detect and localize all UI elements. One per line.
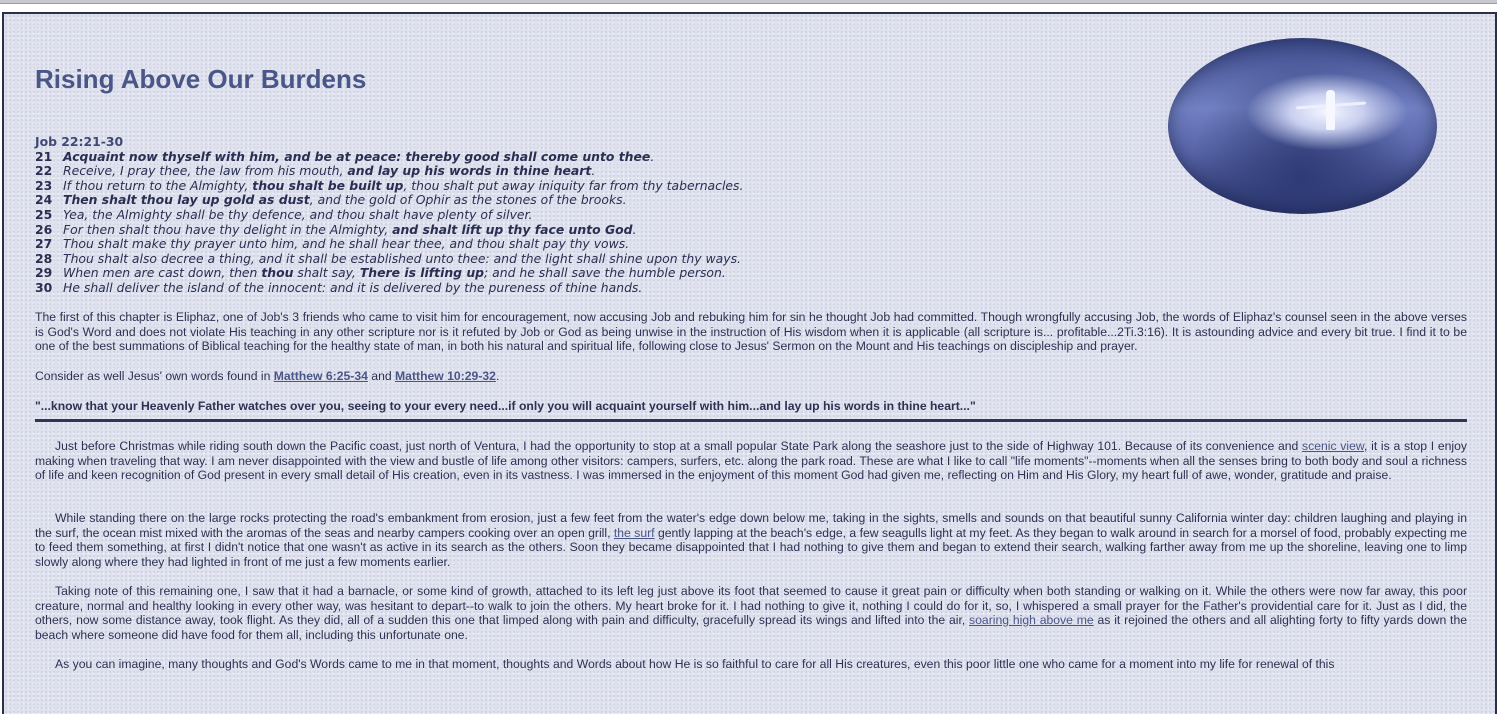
verse-line — [35, 193, 1135, 208]
verse-list — [35, 150, 1135, 296]
verse-line — [35, 179, 1135, 194]
verse-text: . — [591, 163, 596, 179]
verse-number: 28 — [35, 250, 53, 266]
story-paragraph-3 — [35, 584, 1467, 642]
p3-text-a: Taking note of this remaining one, I saw that it had a barnacle, or some kind of growth, attached to its left leg just above its foot that seemed to cause it great pain or difficulty when both standing or walking on it. While the others were now far away, this poor creature, normal and healthy looking in every other way, was hesitant to depart--to walk to join the others. My heart broke for it. I had nothing to give it, nothing I could do for it, so, I whispered a small prayer for the Father's providential care for it. Just as I did, the others, now some distance away, took flight. As they did, all of a sudden this one that limped along with pain and difficulty, gracefully spread its wings and lifted into the air, — [35, 584, 1467, 627]
intro-paragraph: The first of this chapter is Eliphaz, one of Job's 3 friends who came to visit him for encouragement, now accusing Job and rebuking him for sin he thought Job had committed. Though wrongfully accusing Job, the words of Eliphaz's counsel seen in the above verses is God's Word and does not violate His teaching in any other scripture nor is it refuted by Job or God as being unwise in the instruction of His wisdom when it is applicable (all scripture is... profitable...2Ti.3:16). It is astounding advice and every bit true. I find it to be one of the best summations of Biblical teaching for the healthy state of man, in both his natural and spiritual life, following close to Jesus' Sermon on the Mount and His teachings on discipleship and prayer. — [35, 310, 1467, 353]
verse-text: Then shalt thou lay up gold as dust — [63, 192, 310, 208]
verse-text: Receive, I pray thee, the law from his mouth, — [63, 163, 348, 179]
verse-number: 24 — [35, 192, 53, 208]
p2-text-b: gently lapping at the beach's edge, a few seagulls light at my feet. As they began to walk around in search for a morsel of food, probably expecting me to feed them something, at first I didn't notice that one wasn't as active in its search as the others. Soon they became disappointed that I had nothing to give them and began to extend their search, walking farther away from me up the shoreline, leaving one to limp slowly along where they had lighted in front of me just a few moments earlier. — [35, 525, 1467, 569]
praise-figure-image — [1168, 38, 1437, 214]
verse-text: When men are cast down, then — [63, 265, 262, 281]
verse-text: For then shalt thou have thy delight in the Almighty, — [63, 221, 393, 237]
verse-number: 22 — [35, 163, 53, 179]
verse-number: 27 — [35, 236, 53, 252]
verse-text: and lay up his words in thine heart — [347, 163, 592, 179]
figure-body — [1326, 90, 1335, 130]
p1-text-a: Just before Christmas while riding south down the Pacific coast, just north of Ventura, I had the opportunity to stop at a small popular State Park along the seashore just to the side of Highway 101. Because of its convenience and — [55, 439, 1303, 453]
verse-text: . — [650, 148, 655, 164]
verse-line — [35, 252, 1135, 267]
verse-text: . — [632, 221, 637, 237]
verse-text: thou shalt be built up — [252, 177, 404, 193]
verse-text: ; and he shall save the humble person. — [484, 265, 726, 281]
consider-middle: and — [367, 369, 396, 383]
verse-text: and shalt lift up thy face unto God — [392, 221, 633, 237]
verse-line — [35, 208, 1135, 223]
verse-line — [35, 266, 1135, 281]
matthew-6-link[interactable]: Matthew 6:25-34 — [273, 369, 368, 383]
verse-text: He shall deliver the island of the innocent: and it is delivered by the pureness of thine hands. — [63, 279, 643, 295]
top-edge — [0, 0, 1497, 4]
verse-number: 29 — [35, 265, 53, 281]
verse-number: 23 — [35, 177, 53, 193]
verse-text: Thou shalt also decree a thing, and it shall be established unto thee: and the light shall shine upon thy ways. — [63, 250, 741, 266]
verse-text: There is lifting up — [359, 265, 485, 281]
the-surf-link[interactable]: the surf — [613, 525, 655, 540]
verse-text: Yea, the Almighty shall be thy defence, and thou shalt have plenty of silver. — [63, 206, 533, 222]
consider-paragraph — [35, 369, 1467, 384]
verse-number: 30 — [35, 279, 53, 295]
story-paragraph-4: As you can imagine, many thoughts and God's Words came to me in that moment, thoughts and Words about how He is so faithful to care for all His creatures, even this poor little one who came for a moment into my life for renewal of this — [55, 657, 1335, 671]
story-paragraph-2 — [35, 511, 1467, 569]
story-paragraph-1 — [35, 439, 1467, 483]
consider-prefix: Consider as well Jesus' own words found in — [35, 369, 274, 383]
page-title: Rising Above Our Burdens — [35, 64, 367, 94]
scripture-reference: Job 22:21-30 — [35, 134, 124, 149]
divider-rule — [35, 419, 1467, 422]
verse-number: 26 — [35, 221, 53, 237]
p3-text-b: as it rejoined the others and all alighting forty to fifty yards down the beach where someone did have food for them all, including this unfortunate one. — [35, 613, 1467, 642]
p2-text-a: While standing there on the large rocks protecting the road's embankment from erosion, just a few feet from the water's edge down below me, taking in the sights, smells and sounds on that beautiful sunny California winter day: children laughing and playing in the surf, the ocean mist mixed with the aromas of the seas and nearby campers cooking over an open grill, — [35, 511, 1467, 540]
verse-text: If thou return to the Almighty, — [63, 177, 253, 193]
verse-text: Thou shalt make thy prayer unto him, and he shall hear thee, and thou shalt pay thy vows. — [63, 236, 630, 252]
verse-text: , and the gold of Ophir as the stones of the brooks. — [309, 192, 627, 208]
verse-text: shalt say, — [293, 265, 360, 281]
verse-text: thou — [261, 265, 294, 281]
verse-text: Acquaint now thyself with him, and be at peace: thereby good shall come unto thee — [63, 148, 651, 164]
quote-paragraph: "...know that your Heavenly Father watches over you, seeing to your every need...if only you will acquaint yourself with him...and lay up his words in thine heart..." — [35, 399, 976, 413]
verse-number: 21 — [35, 148, 53, 164]
verse-line — [35, 281, 1135, 296]
matthew-10-link[interactable]: Matthew 10:29-32 — [395, 369, 496, 383]
verse-text: , thou shalt put away iniquity far from thy tabernacles. — [403, 177, 744, 193]
verse-line — [35, 237, 1135, 252]
verse-number: 25 — [35, 206, 53, 222]
scripture-block — [35, 135, 1135, 296]
p1-text-b: , it is a stop I enjoy making when traveling that way. I am never disappointed with the view and bustle of life among other visitors: campers, surfers, etc. along the park road. These are what I like to call "life moments"--moments when all the senses bring to both body and soul a richness of life and keen recognition of God present in every small detail of His creation, even in its vastness. I was immersed in the enjoyment of this moment God had given me, reflecting on Him and His Glory, my heart full of awe, wonder, gratitude and praise. — [35, 439, 1467, 482]
verse-line — [35, 150, 1135, 165]
soaring-link[interactable]: soaring high above me — [969, 613, 1094, 627]
scenic-view-link[interactable]: scenic view — [1302, 439, 1364, 453]
consider-suffix: . — [495, 369, 500, 383]
verse-line — [35, 223, 1135, 238]
verse-line — [35, 164, 1135, 179]
